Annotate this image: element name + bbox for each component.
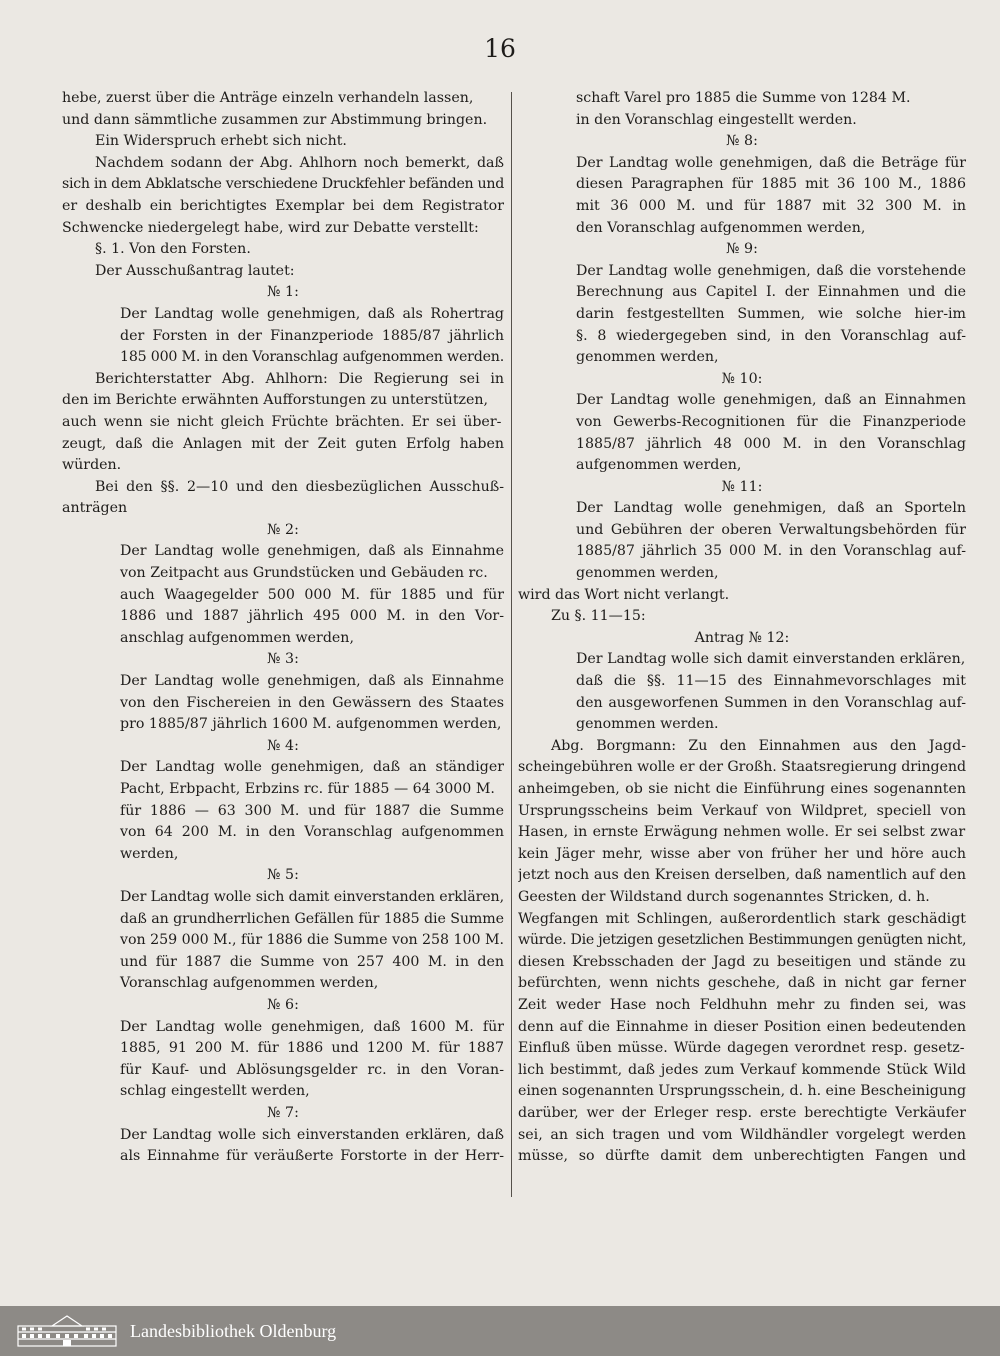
text-line: anheimgeben, ob sie nicht die Einführung eines sogenannten	[518, 781, 966, 797]
text-line: Der Landtag wolle genehmigen, daß an Sporteln	[576, 500, 966, 517]
text-line: genommen werden,	[576, 565, 719, 582]
text-line: den im Berichte erwähnten Aufforstungen zu unterstützen,	[62, 392, 489, 409]
text-line: genommen werden,	[576, 349, 719, 366]
text-line: Der Landtag wolle genehmigen, daß 1600 M. für	[120, 1018, 504, 1035]
right-column	[518, 88, 966, 1168]
text-line: Der Landtag wolle genehmigen, daß die Beträge für	[576, 154, 966, 171]
text-line: Abg. Borgmann: Zu den Einnahmen aus den Jagd-	[551, 737, 966, 754]
text-line: sich in dem Abklatsche verschiedene Druckfehler befänden und	[62, 176, 504, 193]
left-column	[62, 88, 504, 1168]
text-line: darin festgestellten Summen, wie solche hier-im	[576, 305, 966, 322]
text-line: und für 1887 die Summe von 257 400 M. in den	[120, 953, 504, 970]
text-line: Ein Widerspruch erhebt sich nicht.	[95, 133, 347, 150]
text-line: daß die §§. 11—15 des Einnahmevorschlages mit	[576, 673, 966, 690]
library-building-icon	[16, 1314, 118, 1348]
text-line: Der Landtag wolle sich damit einverstanden erklären,	[576, 651, 966, 668]
text-line: № 11:	[721, 478, 763, 495]
text-line: Hasen, in ernste Erwägung nehmen wolle. Er sei selbst zwar	[518, 824, 966, 841]
text-line: wird das Wort nicht verlangt.	[518, 586, 730, 603]
text-line: Antrag № 12:	[694, 629, 790, 646]
page-number: 16	[484, 34, 516, 63]
text-line: von 64 200 M. in den Voranschlag aufgenommen	[120, 824, 504, 841]
text-line: № 3:	[267, 651, 299, 668]
text-line: sei, an sich tragen und vom Wildhändler vorgelegt werden	[518, 1126, 966, 1143]
text-line: Schwencke niedergelegt habe, wird zur Debatte verstellt:	[62, 219, 479, 236]
text-line: Zu §. 11—15:	[551, 608, 646, 625]
text-line: № 8:	[726, 133, 758, 150]
text-line: mit 36 000 M. und für 1887 mit 32 300 M. in	[576, 197, 966, 214]
text-line: diesen Paragraphen für 1885 mit 36 100 M., 1886	[576, 176, 966, 193]
text-line: von 259 000 M., für 1886 die Summe von 258 100 M.	[120, 932, 504, 949]
text-line: für 1886 — 63 300 M. und für 1887 die Summe	[120, 802, 504, 819]
text-line: darüber, wer der Erleger resp. erste berechtigte Verkäufer	[518, 1104, 966, 1121]
text-line: auch Waagegelder 500 000 M. für 1885 und für	[120, 586, 504, 603]
footer-bar	[0, 1306, 1000, 1356]
text-line: einen sogenannten Ursprungsschein, d. h. eine Bescheinigung	[518, 1083, 966, 1100]
text-line: hebe, zuerst über die Anträge einzeln verhandeln lassen,	[62, 90, 474, 106]
text-line: Nachdem sodann der Abg. Ahlhorn noch bemerkt, daß	[95, 154, 504, 171]
text-line: anschlag aufgenommen werden,	[120, 629, 354, 646]
text-line: Geesten der Wildstand durch sogenanntes Stricken, d. h.	[518, 888, 930, 905]
text-line: jetzt noch aus den Kreisen derselben, daß namentlich auf den	[518, 867, 966, 884]
text-line: Der Landtag wolle sich damit einverstanden erklären,	[120, 888, 504, 905]
text-line: 1885/87 jährlich 48 000 M. in den Voranschlag	[576, 435, 966, 452]
text-line: daß an grundherrlichen Gefällen für 1885 die Summe	[120, 910, 504, 927]
text-line: den ausgeworfenen Summen in den Voranschlag auf-	[576, 694, 966, 711]
text-line: № 2:	[267, 521, 299, 538]
text-line: befürchten, wenn nichts geschehe, daß in nicht gar ferner	[518, 975, 966, 992]
text-line: kein Jäger mehr, wisse aber von früher her und höre auch	[518, 845, 966, 862]
text-line: № 4:	[267, 737, 299, 754]
text-line: № 7:	[267, 1104, 299, 1121]
text-line: in den Voranschlag eingestellt werden.	[576, 111, 857, 128]
text-line: Der Landtag wolle genehmigen, daß als Rohertrag	[120, 305, 504, 322]
text-line: von den Fischereien in den Gewässern des Staates	[120, 694, 504, 711]
text-line: Wegfangen mit Schlingen, außerordentlich stark geschädigt	[518, 910, 966, 927]
text-line: der Forsten in der Finanzperiode 1885/87 jährlich	[120, 327, 504, 344]
text-line: Berichterstatter Abg. Ahlhorn: Die Regierung sei in	[95, 370, 504, 387]
text-line: von Zeitpacht aus Grundstücken und Gebäuden rc.	[120, 565, 488, 582]
text-line: schlag eingestellt werden,	[120, 1083, 310, 1100]
text-line: Der Landtag wolle genehmigen, daß an Einnahmen	[576, 392, 966, 409]
text-line: schaft Varel pro 1885 die Summe von 1284 M.	[576, 90, 911, 106]
text-line: §. 8 wiedergegeben sind, in den Voranschlag auf-	[576, 327, 966, 344]
text-line: № 1:	[267, 284, 299, 301]
text-line: zeugt, daß die Anlagen mit der Zeit guten Erfolg haben	[62, 435, 504, 452]
text-line: würden.	[62, 457, 122, 474]
text-line: № 10:	[721, 370, 763, 387]
text-line: Einfluß üben müsse. Würde dagegen verordnet resp. gesetz-	[518, 1040, 965, 1057]
footer-label: Landesbibliothek Oldenburg	[130, 1320, 337, 1341]
text-line: §. 1. Von den Forsten.	[95, 241, 251, 258]
text-line: № 5:	[267, 867, 299, 884]
text-line: lich bestimmt, daß jedes zum Verkauf kommende Stück Wild	[518, 1061, 966, 1078]
text-line: auch wenn sie nicht gleich Früchte brächten. Er sei über-	[62, 413, 502, 430]
text-line: und Gebühren der oberen Verwaltungsbehörden für	[576, 521, 966, 538]
text-line: 185 000 M. in den Voranschlag aufgenommen werden.	[120, 349, 504, 366]
text-line: № 9:	[726, 241, 758, 258]
text-line: müsse, so dürfte damit dem unberechtigten Fangen und	[518, 1148, 966, 1165]
column-divider	[511, 92, 512, 1197]
text-line: für Kauf- und Ablösungsgelder rc. in den Voran-	[120, 1061, 504, 1078]
text-line: pro 1885/87 jährlich 1600 M. aufgenommen werden,	[120, 716, 502, 733]
text-line: № 6:	[267, 996, 299, 1013]
text-line: und dann sämmtliche zusammen zur Abstimmung bringen.	[62, 111, 488, 128]
text-line: Berechnung aus Capitel I. der Einnahmen und die	[576, 284, 966, 301]
text-line: 1885, 91 200 M. für 1886 und 1200 M. für 1887	[120, 1040, 504, 1057]
text-line: anträgen	[62, 500, 128, 517]
text-line: von Gewerbs-Recognitionen für die Finanzperiode	[576, 413, 966, 430]
text-line: aufgenommen werden,	[576, 457, 742, 474]
text-line: denn auf die Einnahme in dieser Position einen bedeutenden	[518, 1018, 966, 1035]
text-line: Voranschlag aufgenommen werden,	[120, 975, 379, 992]
text-line: als Einnahme für veräußerte Forstorte in der Herr-	[120, 1148, 504, 1165]
text-line: werden,	[120, 845, 179, 862]
text-line: Der Landtag wolle genehmigen, daß an ständiger	[120, 759, 504, 776]
text-line: Pacht, Erbpacht, Erbzins rc. für 1885 — 64 3000 M.	[120, 781, 495, 797]
text-line: Der Landtag wolle sich einverstanden erklären, daß	[120, 1126, 504, 1143]
text-line: 1886 und 1887 jährlich 495 000 M. in den Vor-	[120, 608, 504, 625]
text-line: den Voranschlag aufgenommen werden,	[576, 219, 866, 236]
text-line: würde. Die jetzigen gesetzlichen Bestimmungen genügten nicht,	[518, 932, 966, 949]
text-line: Der Ausschußantrag lautet:	[95, 262, 295, 279]
text-line: 1885/87 jährlich 35 000 M. in den Voranschlag auf-	[576, 543, 966, 560]
text-line: genommen werden.	[576, 716, 719, 733]
text-line: Der Landtag wolle genehmigen, daß als Einnahme	[120, 543, 504, 560]
text-line: diesen Krebsschaden der Jagd zu beseitigen und stände zu	[518, 953, 966, 970]
text-line: Zeit weder Hase noch Feldhuhn mehr zu finden sei, was	[518, 996, 966, 1013]
text-line: Bei den §§. 2—10 und den diesbezüglichen Ausschuß-	[95, 478, 504, 495]
text-line: er deshalb ein berichtigtes Exemplar bei dem Registrator	[62, 197, 504, 214]
text-line: Der Landtag wolle genehmigen, daß die vorstehende	[576, 262, 966, 279]
text-line: scheingebühren wolle er der Großh. Staatsregierung dringend	[518, 759, 966, 776]
text-line: Ursprungsscheins beim Verkauf von Wildpret, speciell von	[518, 802, 966, 819]
text-line: Der Landtag wolle genehmigen, daß als Einnahme	[120, 673, 504, 690]
